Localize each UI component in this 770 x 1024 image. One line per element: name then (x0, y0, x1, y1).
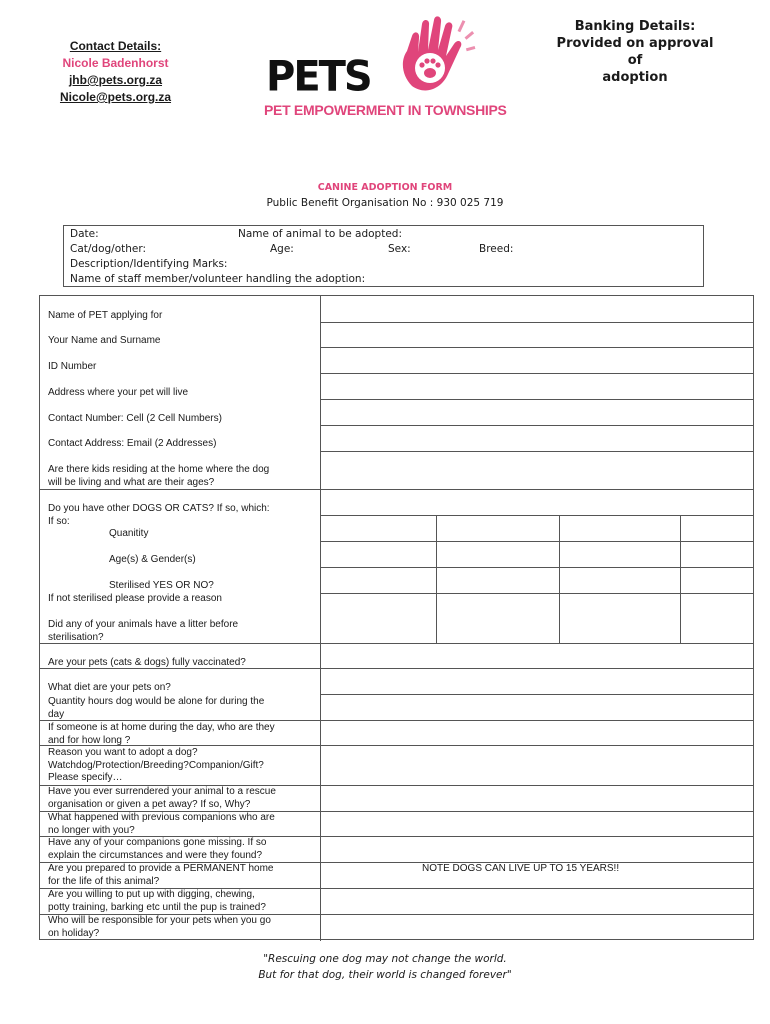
question-digging-chewing-line1: Are you willing to put up with digging, chewing, (48, 889, 255, 900)
question-surrendered (48, 786, 276, 811)
adoption-questions-table[interactable] (39, 295, 754, 940)
row-line (320, 347, 754, 348)
question-previous-companions-line1: What happened with previous companions who are (48, 812, 275, 823)
question-address: Address where your pet will live (48, 387, 189, 398)
contact-title: Contact Details: (69, 39, 162, 53)
banking-title: Banking Details: (574, 19, 696, 34)
question-adopt-reason-line3: Please specify… (48, 772, 123, 783)
date-label: Date: (70, 228, 99, 240)
banking-line3: adoption (602, 70, 668, 85)
question-someone-home-line1: If someone is at home during the day, who are they (48, 722, 275, 733)
question-gone-missing-line1: Have any of your companions gone missing. If so (48, 837, 267, 848)
table-column-divider (320, 296, 321, 941)
question-adopt-reason (48, 747, 264, 785)
question-holiday-care (48, 915, 271, 940)
question-hours-alone-line1: Quantity hours dog would be alone for during the (48, 696, 265, 707)
staff-label: Name of staff member/volunteer handling the adoption: (70, 273, 366, 285)
question-someone-home-line2: and for how long ? (48, 734, 131, 746)
pets-grid-divider-2 (559, 515, 560, 643)
question-sterilise-reason: If not sterilised please provide a reason (48, 593, 222, 604)
row-line (320, 567, 754, 568)
footer-quote-line2: But for that dog, their world is changed forever" (258, 969, 512, 981)
question-kids-line1: Are there kids residing at the home where the dog (48, 464, 270, 475)
row-line (40, 489, 754, 490)
pets-grid-divider-1 (436, 515, 437, 643)
question-kids (48, 464, 269, 489)
banking-details (550, 18, 720, 86)
form-title: CANINE ADOPTION FORM (317, 182, 453, 193)
contact-name: Nicole Badenhorst (62, 56, 169, 70)
row-line (320, 593, 754, 594)
logo-wordmark: PETS (266, 52, 371, 102)
row-line (320, 541, 754, 542)
row-line (320, 694, 754, 695)
question-your-name: Your Name and Surname (48, 335, 161, 346)
row-line (320, 373, 754, 374)
type-label: Cat/dog/other: (70, 243, 147, 255)
footer-quote-line1: "Rescuing one dog may not change the world. (263, 953, 507, 965)
question-surrendered-line1: Have you ever surrendered your animal to a rescue (48, 786, 276, 797)
question-other-pets-line2: If so: (48, 515, 70, 527)
question-previous-companions (48, 812, 275, 837)
pets-logo (262, 14, 507, 122)
question-quantity: Quanitity (109, 528, 149, 539)
question-litter-line2: sterilisation? (48, 631, 104, 643)
question-hours-alone (48, 696, 264, 721)
question-someone-home (48, 722, 275, 747)
question-permanent-home (48, 863, 273, 888)
paw-hand-icon (382, 16, 482, 106)
question-adopt-reason-line1: Reason you want to adopt a dog? (48, 747, 198, 758)
question-diet: What diet are your pets on? (48, 682, 171, 693)
question-cell: Contact Number: Cell (2 Cell Numbers) (48, 413, 222, 424)
question-litter-line1: Did any of your animals have a litter before (48, 619, 239, 630)
question-gone-missing (48, 837, 266, 862)
question-id-number: ID Number (48, 361, 97, 372)
question-pet-name: Name of PET applying for (48, 310, 163, 321)
row-line (320, 425, 754, 426)
question-other-pets (48, 503, 270, 528)
question-adopt-reason-line2: Watchdog/Protection/Breeding?Companion/Gift? (48, 759, 264, 771)
question-hours-alone-line2: day (48, 708, 65, 720)
contact-email-jhb[interactable]: jhb@pets.org.za (68, 73, 163, 87)
question-other-pets-line1: Do you have other DOGS OR CATS? If so, which: (48, 503, 270, 514)
logo-tagline: PET EMPOWERMENT IN TOWNSHIPS (264, 102, 507, 118)
question-digging-chewing (48, 889, 266, 914)
question-litter (48, 619, 238, 644)
question-ages-genders: Age(s) & Gender(s) (109, 554, 196, 565)
question-permanent-home-line1: Are you prepared to provide a PERMANENT home (48, 863, 274, 874)
contact-details (58, 38, 173, 106)
age-label: Age: (270, 243, 294, 255)
breed-label: Breed: (479, 243, 514, 255)
question-holiday-care-line1: Who will be responsible for your pets when you go (48, 915, 271, 926)
note-dog-lifespan: NOTE DOGS CAN LIVE UP TO 15 YEARS!! (422, 863, 620, 874)
question-vaccinated: Are your pets (cats & dogs) fully vaccinated? (48, 657, 246, 668)
form-subtitle: Public Benefit Organisation No : 930 025 719 (266, 197, 504, 209)
question-surrendered-line2: organisation or given a pet away? If so, Why? (48, 798, 251, 810)
question-email: Contact Address: Email (2 Addresses) (48, 438, 217, 449)
question-sterilised: Sterilised YES OR NO? (109, 580, 214, 591)
question-permanent-home-line2: for the life of this animal? (48, 875, 160, 887)
sex-label: Sex: (388, 243, 411, 255)
question-kids-line2: will be living and what are their ages? (48, 476, 215, 488)
row-line (320, 399, 754, 400)
question-holiday-care-line2: on holiday? (48, 927, 100, 939)
description-label: Description/Identifying Marks: (70, 258, 228, 270)
question-previous-companions-line2: no longer with you? (48, 824, 135, 836)
question-digging-chewing-line2: potty training, barking etc until the pup is trained? (48, 901, 266, 913)
row-line (320, 515, 754, 516)
pets-grid-divider-3 (680, 515, 681, 643)
contact-email-nicole[interactable]: Nicole@pets.org.za (59, 90, 172, 104)
row-line (320, 322, 754, 323)
question-gone-missing-line2: explain the circumstances and were they found? (48, 849, 263, 861)
banking-line2: Provided on approval of (556, 36, 714, 68)
animal-name-label: Name of animal to be adopted: (238, 228, 403, 240)
row-line (320, 451, 754, 452)
footer-quote (0, 951, 770, 983)
animal-info-box[interactable] (63, 225, 704, 287)
